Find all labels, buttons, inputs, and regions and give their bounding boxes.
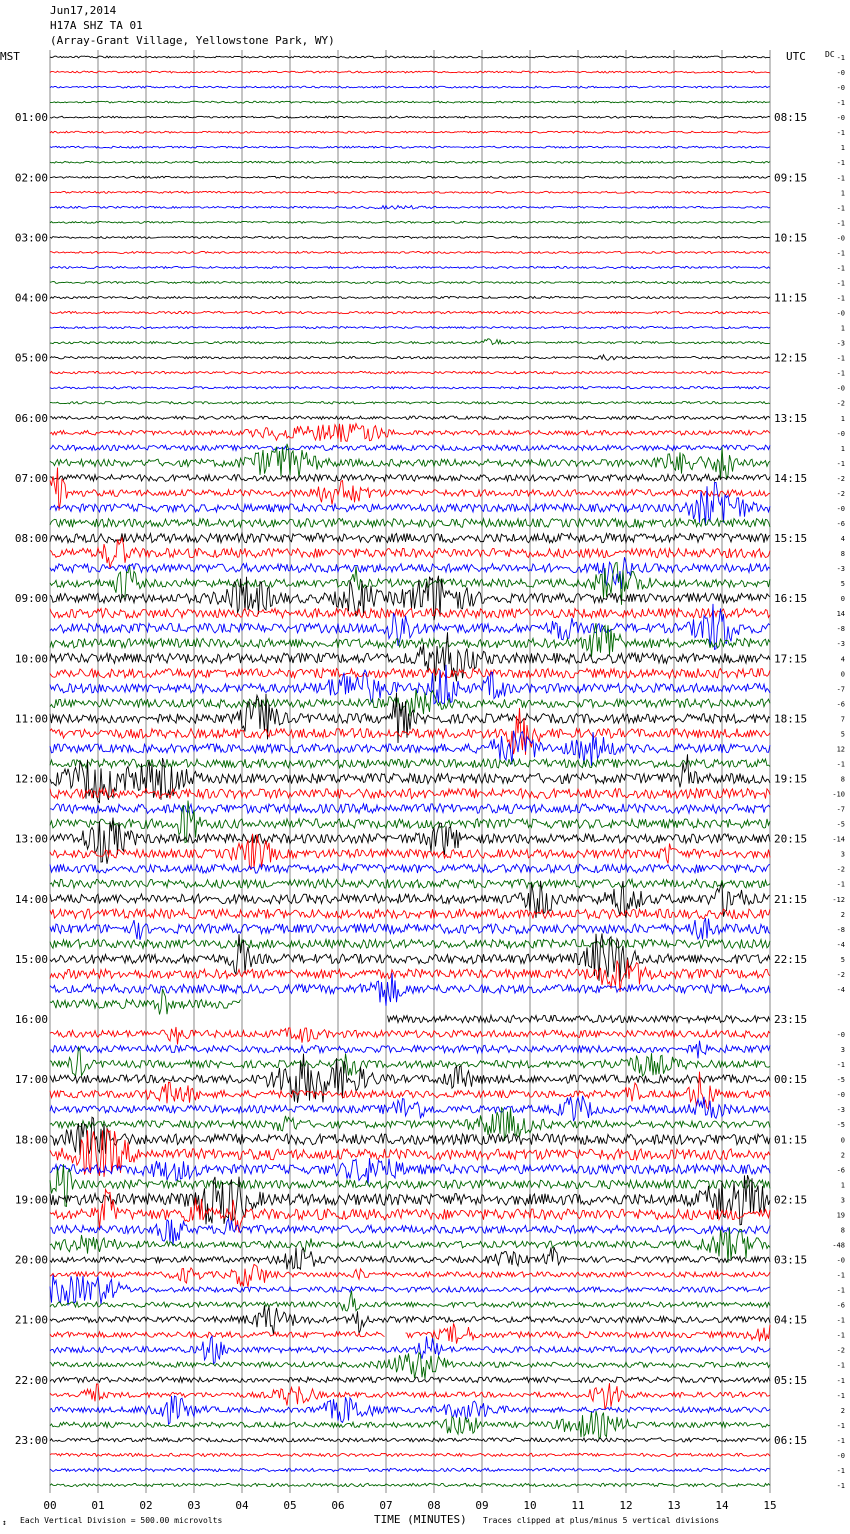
- x-tick-label: 04: [235, 1499, 249, 1512]
- x-tick-label: 05: [283, 1499, 297, 1512]
- hour-label-utc: 23:15: [774, 1013, 808, 1026]
- seismic-trace: [50, 146, 770, 148]
- dc-offset-value: -1: [836, 1376, 845, 1385]
- hour-label-utc: 13:15: [774, 411, 808, 425]
- dc-offset-value: 0: [840, 1136, 845, 1145]
- dc-offset-value: 19: [836, 1211, 845, 1220]
- dc-offset-value: -6: [836, 1301, 845, 1310]
- corner-mark: ↕: [2, 1518, 7, 1527]
- seismic-trace: [50, 1468, 770, 1471]
- dc-offset-value: -0: [836, 504, 845, 513]
- dc-offset-value: -2: [836, 489, 845, 498]
- dc-offset-value: -1: [836, 1421, 845, 1430]
- hour-label-utc: 06:15: [774, 1433, 808, 1447]
- seismic-trace: [50, 402, 770, 404]
- x-tick-label: 08: [427, 1499, 441, 1512]
- seismic-trace: [50, 1108, 770, 1141]
- x-tick-label: 06: [331, 1499, 345, 1512]
- dc-offset-value: 4: [840, 535, 845, 543]
- dc-offset-value: -6: [836, 519, 845, 528]
- dc-offset-value: -4: [836, 940, 845, 949]
- dc-offset-value: 1: [840, 414, 845, 423]
- dc-offset-value: -3: [836, 640, 845, 649]
- dc-offset-value: -0: [836, 384, 845, 393]
- hour-label-local: 23:00: [14, 1433, 48, 1447]
- seismic-trace: [50, 387, 770, 389]
- dc-offset-value: 1: [840, 144, 845, 153]
- seismic-trace: [50, 1353, 770, 1380]
- seismic-trace: [50, 161, 770, 163]
- dc-offset-value: -1: [836, 1391, 845, 1400]
- hour-label-local: 10:00: [14, 652, 48, 666]
- chart-location: (Array-Grant Village, Yellowstone Park, WY): [50, 34, 335, 47]
- dc-label: DC: [825, 50, 835, 59]
- seismic-trace: [50, 444, 770, 479]
- hour-label-local: 16:00: [14, 1013, 48, 1026]
- x-tick-label: 01: [91, 1499, 105, 1512]
- hour-label-utc: 00:15: [774, 1073, 808, 1087]
- seismic-trace: [50, 1383, 770, 1410]
- dc-offset-value: -1: [836, 264, 845, 273]
- seismic-trace: [50, 623, 770, 657]
- dc-offset-value: -14: [832, 835, 845, 844]
- dc-offset-value: -1: [836, 1286, 845, 1295]
- dc-offset-value: -6: [836, 700, 845, 709]
- seismic-trace: [50, 424, 770, 442]
- dc-offset-value: -0: [836, 234, 845, 243]
- dc-offset-value: -1: [836, 294, 845, 303]
- seismic-trace: [50, 468, 770, 511]
- x-tick-label: 12: [619, 1499, 633, 1512]
- seismic-trace: [50, 191, 770, 193]
- hour-label-local: 19:00: [14, 1193, 48, 1207]
- hour-label-utc: 22:15: [774, 952, 808, 966]
- x-tick-label: 03: [187, 1499, 201, 1512]
- dc-offset-value: -8: [836, 925, 845, 934]
- hour-label-local: 01:00: [14, 111, 48, 125]
- left-zone-label: MST: [0, 50, 20, 63]
- dc-offset-value: -3: [836, 1106, 845, 1115]
- hour-label-utc: 04:15: [774, 1313, 808, 1327]
- x-tick-label: 07: [379, 1499, 393, 1512]
- dc-offset-value: -2: [836, 865, 845, 874]
- seismic-trace: [50, 759, 770, 768]
- dc-offset-value: 5: [840, 955, 845, 964]
- scale-note: Each Vertical Division = 500.00 microvolts: [20, 1516, 223, 1525]
- seismic-trace: [50, 1175, 770, 1225]
- seismic-trace: [50, 101, 770, 103]
- x-tick-label: 02: [139, 1499, 153, 1512]
- dc-offset-value: -1: [836, 279, 845, 288]
- seismic-trace: [50, 339, 770, 345]
- dc-offset-value: -1: [836, 129, 845, 138]
- x-tick-label: 09: [475, 1499, 489, 1512]
- seismic-trace: [50, 266, 770, 268]
- seismic-trace: [50, 206, 770, 210]
- seismic-trace: [50, 608, 770, 618]
- dc-offset-value: 7: [840, 715, 845, 724]
- seismic-trace: [50, 1291, 770, 1311]
- x-tick-label: 11: [571, 1499, 585, 1512]
- dc-offset-value: 14: [836, 610, 845, 619]
- dc-offset-value: -48: [832, 1241, 845, 1250]
- dc-offset-value: -10: [832, 790, 845, 799]
- seismic-trace: [50, 1189, 770, 1232]
- hour-label-local: 06:00: [14, 411, 48, 425]
- seismic-trace: [50, 1072, 770, 1109]
- seismic-trace: [50, 1305, 770, 1334]
- dc-offset-value: -1: [836, 174, 845, 183]
- seismic-trace: [50, 576, 770, 621]
- hour-label-utc: 11:15: [774, 291, 808, 305]
- dc-offset-value: 3: [840, 1046, 845, 1055]
- hour-label-local: 02:00: [14, 171, 48, 185]
- dc-offset-value: -1: [836, 1436, 845, 1445]
- seismic-trace: [50, 221, 770, 223]
- dc-offset-value: -0: [836, 309, 845, 318]
- dc-offset-value: 12: [836, 745, 845, 754]
- dc-offset-value: 1: [840, 444, 845, 453]
- hour-label-local: 21:00: [14, 1313, 48, 1327]
- hour-label-utc: 16:15: [774, 592, 808, 606]
- right-zone-label: UTC: [786, 50, 806, 63]
- seismic-trace: [388, 1015, 771, 1022]
- dc-offset-value: -2: [836, 399, 845, 408]
- dc-offset-value: -2: [836, 970, 845, 979]
- seismic-trace: [50, 1377, 770, 1382]
- dc-offset-value: -1: [836, 249, 845, 258]
- dc-offset-value: 3: [840, 1196, 845, 1205]
- x-tick-label: 15: [763, 1499, 777, 1512]
- hour-label-local: 05:00: [14, 351, 48, 365]
- dc-offset-value: -1: [836, 1481, 845, 1490]
- dc-offset-value: -0: [836, 429, 845, 438]
- hour-label-local: 17:00: [14, 1073, 48, 1087]
- hour-label-local: 14:00: [14, 892, 48, 906]
- x-tick-label: 13: [667, 1499, 681, 1512]
- dc-offset-value: -0: [836, 1091, 845, 1100]
- clip-note: Traces clipped at plus/minus 5 vertical divisions: [483, 1516, 720, 1525]
- dc-offset-value: -1: [836, 1361, 845, 1370]
- hour-label-local: 13:00: [14, 832, 48, 846]
- seismic-trace: [50, 1247, 770, 1269]
- dc-offset-value: -3: [836, 339, 845, 348]
- seismic-trace: [50, 1264, 770, 1287]
- x-axis-label: TIME (MINUTES): [374, 1513, 467, 1526]
- dc-offset-value: -2: [836, 474, 845, 483]
- seismic-trace: [50, 1336, 770, 1364]
- dc-offset-value: 8: [840, 1226, 845, 1235]
- seismic-trace: [50, 989, 241, 1015]
- dc-offset-value: -1: [836, 459, 845, 468]
- dc-offset-value: -5: [836, 1076, 845, 1085]
- hour-label-utc: 14:15: [774, 471, 808, 485]
- seismic-trace: [50, 483, 770, 526]
- seismic-trace: [50, 1129, 770, 1177]
- hour-label-utc: 20:15: [774, 832, 808, 846]
- dc-offset-value: 1: [840, 324, 845, 333]
- dc-offset-value: -1: [836, 1331, 845, 1340]
- hour-label-local: 03:00: [14, 231, 48, 245]
- seismic-trace: [50, 909, 770, 919]
- seismic-trace: [50, 56, 770, 58]
- seismic-trace: [50, 669, 770, 679]
- seismic-trace: [50, 973, 770, 1006]
- dc-offset-value: -0: [836, 114, 845, 123]
- dc-offset-value: 8: [840, 550, 845, 559]
- dc-offset-value: -0: [836, 69, 845, 78]
- dc-offset-value: -0: [836, 84, 845, 93]
- dc-offset-value: -5: [836, 1121, 845, 1130]
- seismic-trace: [50, 939, 770, 948]
- dc-offset-value: -1: [836, 204, 845, 213]
- seismic-trace: [50, 1438, 770, 1442]
- seismic-trace: [50, 1396, 770, 1424]
- dc-offset-value: -1: [836, 54, 845, 62]
- seismic-trace: [50, 296, 770, 298]
- dc-offset-value: -12: [832, 895, 845, 904]
- dc-offset-value: -1: [836, 219, 845, 228]
- hour-label-utc: 09:15: [774, 171, 808, 185]
- hour-label-local: 15:00: [14, 952, 48, 966]
- dc-offset-value: 8: [840, 775, 845, 784]
- seismic-trace: [50, 519, 770, 528]
- dc-offset-value: -1: [836, 99, 845, 108]
- hour-label-local: 08:00: [14, 532, 48, 545]
- dc-offset-value: -7: [836, 805, 845, 814]
- seismic-trace: [50, 176, 770, 178]
- seismic-trace: [50, 355, 770, 361]
- hour-label-utc: 03:15: [774, 1253, 808, 1267]
- x-tick-label: 00: [43, 1499, 57, 1512]
- seismic-trace: [50, 327, 770, 329]
- chart-date: Jun17,2014: [50, 4, 117, 17]
- dc-offset-value: -2: [836, 1346, 845, 1355]
- dc-offset-value: -0: [836, 1451, 845, 1460]
- seismic-trace: [50, 236, 770, 238]
- hour-label-utc: 02:15: [774, 1193, 808, 1207]
- dc-offset-value: -1: [836, 880, 845, 889]
- dc-offset-value: -0: [836, 1031, 845, 1040]
- dc-offset-value: 5: [840, 580, 845, 589]
- dc-offset-value: 1: [840, 1181, 845, 1190]
- x-tick-label: 10: [523, 1499, 537, 1512]
- seismic-trace: [50, 1453, 770, 1456]
- hour-label-utc: 01:15: [774, 1133, 808, 1147]
- hour-label-utc: 18:15: [774, 712, 808, 726]
- seismic-trace: [50, 533, 770, 543]
- dc-offset-value: 0: [840, 595, 845, 604]
- hour-label-utc: 08:15: [774, 111, 808, 125]
- chart-station: H17A SHZ TA 01: [50, 19, 143, 32]
- seismic-trace: [50, 879, 770, 888]
- seismic-trace: [50, 1275, 770, 1306]
- dc-offset-value: 2: [840, 1406, 845, 1415]
- hour-label-utc: 19:15: [774, 772, 808, 786]
- dc-offset-value: 4: [840, 655, 845, 664]
- hour-label-utc: 15:15: [774, 532, 808, 545]
- dc-offset-value: 2: [840, 910, 845, 919]
- dc-offset-value: -1: [836, 1316, 845, 1325]
- seismic-trace: [50, 1027, 770, 1044]
- dc-offset-value: 2: [840, 1151, 845, 1160]
- hour-label-local: 20:00: [14, 1253, 48, 1267]
- dc-offset-value: -4: [836, 985, 845, 994]
- hour-label-local: 18:00: [14, 1133, 48, 1147]
- seismic-trace: [50, 1323, 770, 1343]
- seismic-trace: [50, 311, 770, 313]
- dc-offset-value: -1: [836, 354, 845, 363]
- dc-offset-value: -0: [836, 1256, 845, 1265]
- seismic-trace: [50, 116, 770, 118]
- dc-offset-value: -1: [836, 1061, 845, 1070]
- dc-offset-value: -1: [836, 760, 845, 769]
- hour-label-local: 12:00: [14, 772, 48, 786]
- seismic-trace: [50, 689, 770, 716]
- seismic-trace: [50, 131, 770, 133]
- seismic-trace: [50, 1411, 770, 1439]
- dc-offset-value: -5: [836, 820, 845, 829]
- hour-label-local: 11:00: [14, 712, 48, 726]
- hour-label-utc: 21:15: [774, 892, 808, 906]
- dc-offset-value: 1: [840, 189, 845, 198]
- seismic-trace: [50, 282, 770, 284]
- seismic-trace: [50, 864, 770, 873]
- dc-offset-value: -1: [836, 369, 845, 378]
- hour-label-local: 07:00: [14, 471, 48, 485]
- dc-offset-value: -1: [836, 1466, 845, 1475]
- seismic-trace: [50, 1483, 770, 1486]
- hour-label-utc: 12:15: [774, 351, 808, 365]
- x-tick-label: 14: [715, 1499, 729, 1512]
- seismic-trace: [50, 1096, 770, 1121]
- hour-label-utc: 05:15: [774, 1373, 808, 1387]
- dc-offset-value: -7: [836, 685, 845, 694]
- seismic-trace: [50, 445, 770, 450]
- dc-offset-value: 0: [840, 670, 845, 679]
- seismic-trace: [50, 1158, 770, 1185]
- seismic-trace: [50, 1219, 770, 1246]
- hour-label-utc: 10:15: [774, 231, 808, 245]
- hour-label-local: 04:00: [14, 291, 48, 305]
- dc-offset-value: -8: [836, 625, 845, 634]
- seismic-trace: [50, 789, 770, 799]
- dc-offset-value: -6: [836, 1166, 845, 1175]
- seismic-trace: [50, 86, 770, 88]
- hour-label-utc: 17:15: [774, 652, 808, 666]
- dc-offset-value: -3: [836, 565, 845, 574]
- seismic-trace: [50, 918, 770, 940]
- dc-offset-value: -1: [836, 159, 845, 168]
- dc-offset-value: 5: [840, 730, 845, 739]
- seismic-trace: [50, 475, 770, 482]
- seismic-trace: [50, 251, 770, 253]
- hour-label-local: 22:00: [14, 1373, 48, 1387]
- seismic-trace: [50, 371, 770, 374]
- dc-offset-value: 3: [840, 850, 845, 859]
- seismic-trace: [50, 804, 770, 814]
- seismic-trace: [50, 416, 770, 419]
- dc-offset-value: -1: [836, 1271, 845, 1280]
- hour-label-local: 09:00: [14, 592, 48, 606]
- seismic-trace: [50, 71, 770, 73]
